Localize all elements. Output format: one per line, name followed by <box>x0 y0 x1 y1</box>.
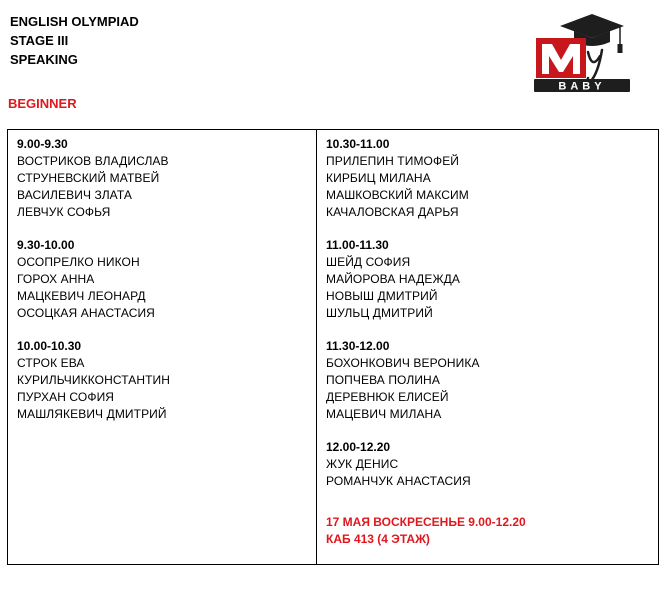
participant-name: ШУЛЬЦ ДМИТРИЙ <box>326 306 433 320</box>
participant-name: МАЙОРОВА НАДЕЖДА <box>326 272 460 286</box>
time-slot <box>17 237 316 322</box>
right-column <box>317 130 658 564</box>
participant-name: БОХОНКОВИЧ ВЕРОНИКА <box>326 356 480 370</box>
participant-name: МАШЛЯКЕВИЧ ДМИТРИЙ <box>17 407 167 421</box>
logo-text: BABY <box>558 80 606 93</box>
participant-name: МАЦКЕВИЧ ЛЕОНАРД <box>17 289 146 303</box>
time-slot <box>326 439 658 490</box>
document-header <box>10 12 139 69</box>
participant-name: НОВЫШ ДМИТРИЙ <box>326 289 438 303</box>
participant-name: СТРОК ЕВА <box>17 356 85 370</box>
time-slot <box>17 338 316 423</box>
time-slot <box>326 338 658 423</box>
slot-time: 10.30-11.00 <box>326 137 390 151</box>
participant-name: ШЕЙД СОФИЯ <box>326 255 411 269</box>
participant-name: ДЕРЕВНЮК ЕЛИСЕЙ <box>326 390 449 404</box>
date-location-note <box>326 514 658 548</box>
participant-name: ЛЕВЧУК СОФЬЯ <box>17 205 111 219</box>
left-column <box>8 130 317 564</box>
stage-label: STAGE III <box>10 33 69 48</box>
participant-name: МАЦЕВИЧ МИЛАНА <box>326 407 442 421</box>
slot-time: 11.00-11.30 <box>326 238 389 252</box>
time-slot <box>326 136 658 221</box>
olympiad-title: ENGLISH OLYMPIAD <box>10 14 139 29</box>
participant-name: МАШКОВСКИЙ МАКСИМ <box>326 188 469 202</box>
participant-name: ГОРОХ АННА <box>17 272 95 286</box>
room-line: КАБ 413 (4 ЭТАЖ) <box>326 532 430 546</box>
participant-name: КУРИЛЬЧИККОНСТАНТИН <box>17 373 171 387</box>
participant-name: КАЧАЛОВСКАЯ ДАРЬЯ <box>326 205 459 219</box>
participant-name: СТРУНЕВСКИЙ МАТВЕЙ <box>17 171 160 185</box>
slot-time: 11.30-12.00 <box>326 339 390 353</box>
time-slot <box>17 136 316 221</box>
participant-name: ПРИЛЕПИН ТИМОФЕЙ <box>326 154 460 168</box>
participant-name: ОСОЦКАЯ АНАСТАСИЯ <box>17 306 155 320</box>
participant-name: ЖУК ДЕНИС <box>326 457 399 471</box>
participant-name: РОМАНЧУК АНАСТАСИЯ <box>326 474 471 488</box>
participant-name: ВАСИЛЕВИЧ ЗЛАТА <box>17 188 132 202</box>
time-slot <box>326 237 658 322</box>
participant-name: ОСОПРЕЛКО НИКОН <box>17 255 140 269</box>
participant-name: ВОСТРИКОВ ВЛАДИСЛАВ <box>17 154 169 168</box>
graduation-cap-logo-icon <box>530 12 634 94</box>
slot-time: 9.30-10.00 <box>17 238 75 252</box>
slot-time: 10.00-10.30 <box>17 339 82 353</box>
participant-name: КИРБИЦ МИЛАНА <box>326 171 431 185</box>
section-label: SPEAKING <box>10 52 78 67</box>
my-baby-logo <box>530 12 634 94</box>
participant-name: ПУРХАН СОФИЯ <box>17 390 115 404</box>
schedule-table <box>7 129 659 565</box>
date-line: 17 МАЯ ВОСКРЕСЕНЬЕ 9.00-12.20 <box>326 515 526 529</box>
participant-name: ПОПЧЕВА ПОЛИНА <box>326 373 440 387</box>
slot-time: 9.00-9.30 <box>17 137 68 151</box>
level-label: BEGINNER <box>8 96 77 111</box>
slot-time: 12.00-12.20 <box>326 440 391 454</box>
